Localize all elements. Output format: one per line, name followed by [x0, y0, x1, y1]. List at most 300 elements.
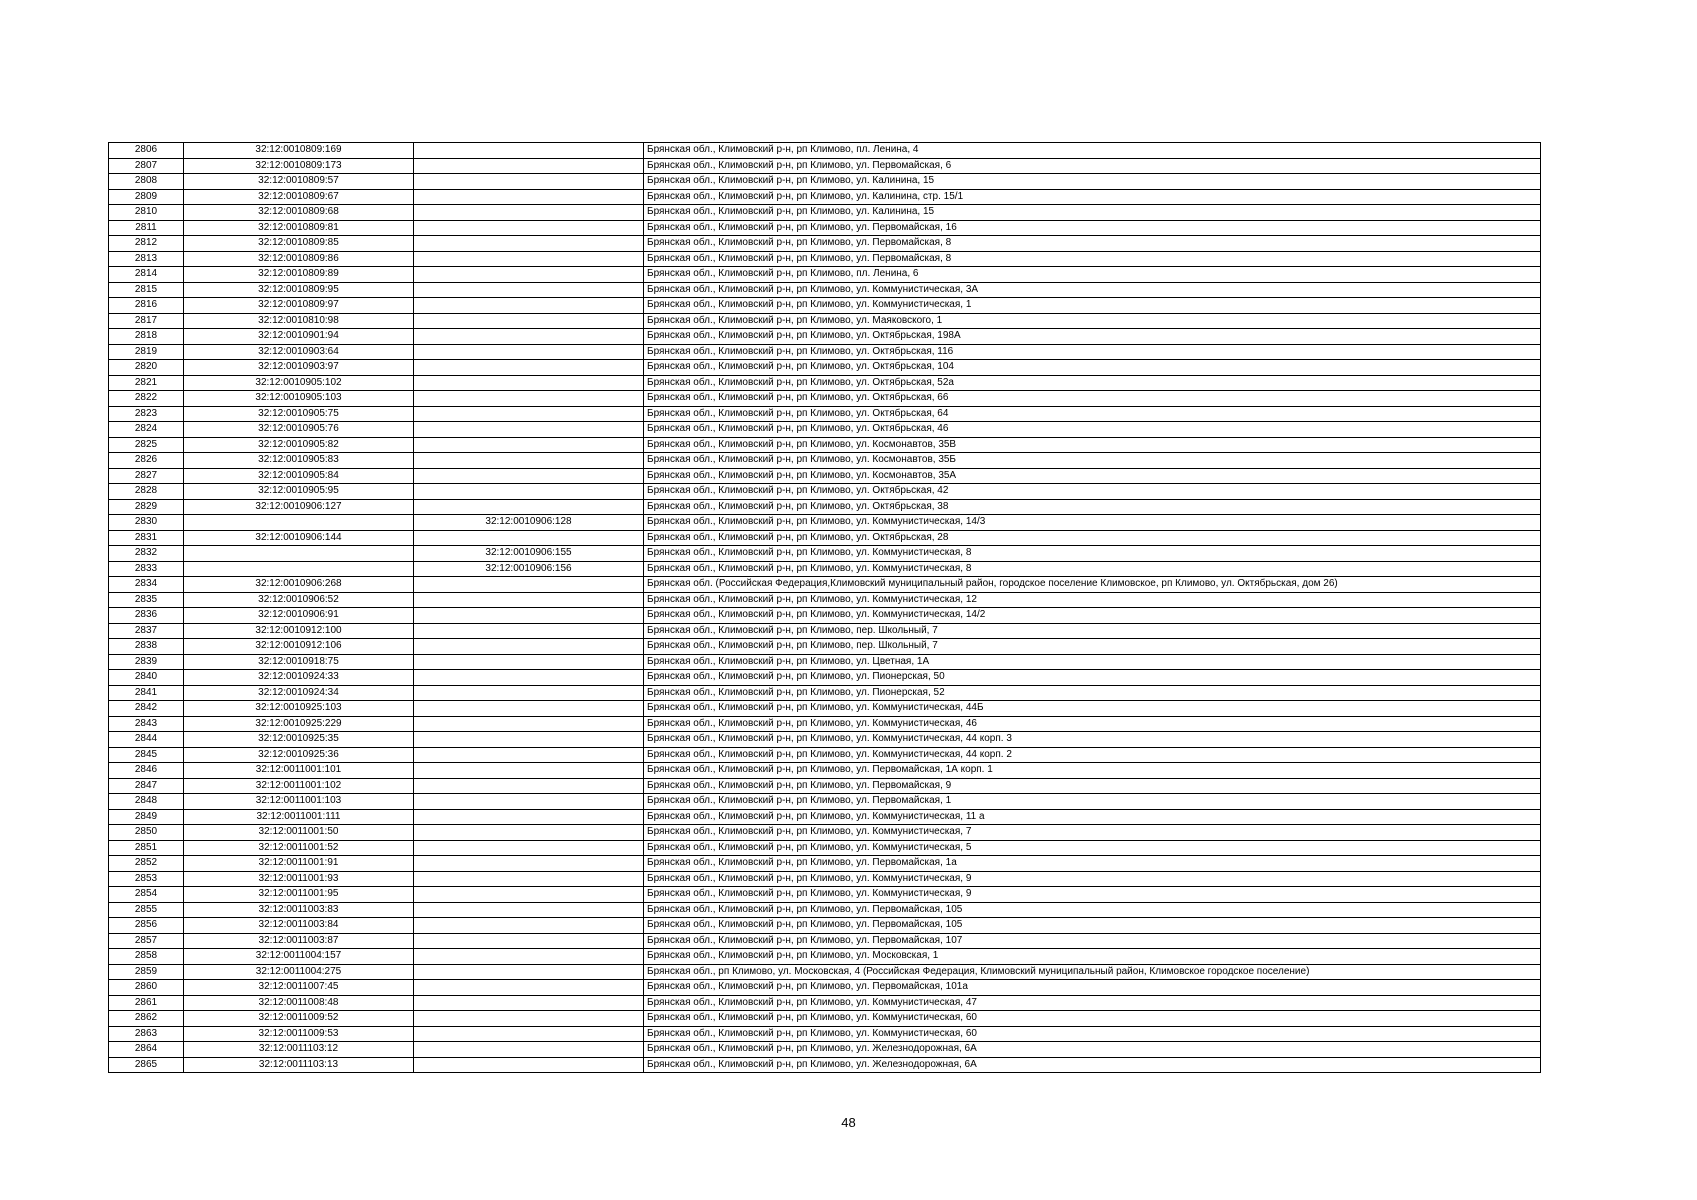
registry-table	[108, 142, 1541, 1073]
address-cell: Брянская обл., Климовский р-н, рп Климово, ул. Калинина, 15	[644, 174, 1541, 190]
related-cadastral-number-cell	[414, 778, 644, 794]
row-number-cell: 2855	[109, 902, 184, 918]
cadastral-number-cell: 32:12:0010918:75	[184, 654, 414, 670]
row-number-cell: 2859	[109, 964, 184, 980]
address-cell: Брянская обл., Климовский р-н, рп Климово, пл. Ленина, 6	[644, 267, 1541, 283]
address-cell: Брянская обл., Климовский р-н, рп Климово, ул. Октябрьская, 46	[644, 422, 1541, 438]
related-cadastral-number-cell	[414, 143, 644, 159]
row-number-cell: 2818	[109, 329, 184, 345]
related-cadastral-number-cell	[414, 437, 644, 453]
table-row	[109, 1026, 1541, 1042]
related-cadastral-number-cell	[414, 809, 644, 825]
related-cadastral-number-cell	[414, 499, 644, 515]
table-row	[109, 732, 1541, 748]
table-row	[109, 205, 1541, 221]
row-number-cell: 2846	[109, 763, 184, 779]
row-number-cell: 2824	[109, 422, 184, 438]
table-row	[109, 809, 1541, 825]
cadastral-number-cell: 32:12:0011003:87	[184, 933, 414, 949]
related-cadastral-number-cell	[414, 871, 644, 887]
cadastral-number-cell: 32:12:0010905:83	[184, 453, 414, 469]
cadastral-number-cell: 32:12:0011001:111	[184, 809, 414, 825]
row-number-cell: 2856	[109, 918, 184, 934]
related-cadastral-number-cell	[414, 825, 644, 841]
related-cadastral-number-cell	[414, 205, 644, 221]
cadastral-number-cell: 32:12:0010925:229	[184, 716, 414, 732]
row-number-cell: 2857	[109, 933, 184, 949]
cadastral-number-cell: 32:12:0010810:98	[184, 313, 414, 329]
address-cell: Брянская обл., Климовский р-н, рп Климово, ул. Первомайская, 101а	[644, 980, 1541, 996]
related-cadastral-number-cell	[414, 949, 644, 965]
address-cell: Брянская обл., Климовский р-н, рп Климово, ул. Коммунистическая, 9	[644, 887, 1541, 903]
related-cadastral-number-cell	[414, 329, 644, 345]
address-cell: Брянская обл., Климовский р-н, рп Климово, ул. Коммунистическая, 46	[644, 716, 1541, 732]
row-number-cell: 2841	[109, 685, 184, 701]
cadastral-number-cell: 32:12:0010905:95	[184, 484, 414, 500]
row-number-cell: 2825	[109, 437, 184, 453]
cadastral-number-cell: 32:12:0010925:36	[184, 747, 414, 763]
related-cadastral-number-cell	[414, 1011, 644, 1027]
cadastral-number-cell: 32:12:0011007:45	[184, 980, 414, 996]
address-cell: Брянская обл., Климовский р-н, рп Климово, ул. Первомайская, 8	[644, 251, 1541, 267]
related-cadastral-number-cell	[414, 592, 644, 608]
address-cell: Брянская обл., Климовский р-н, рп Климово, ул. Коммунистическая, 44Б	[644, 701, 1541, 717]
related-cadastral-number-cell	[414, 887, 644, 903]
row-number-cell: 2810	[109, 205, 184, 221]
row-number-cell: 2850	[109, 825, 184, 841]
row-number-cell: 2854	[109, 887, 184, 903]
address-cell: Брянская обл., Климовский р-н, рп Климово, пер. Школьный, 7	[644, 639, 1541, 655]
table-row	[109, 639, 1541, 655]
table-row	[109, 716, 1541, 732]
table-row	[109, 608, 1541, 624]
table-row	[109, 902, 1541, 918]
cadastral-number-cell: 32:12:0010809:86	[184, 251, 414, 267]
related-cadastral-number-cell	[414, 577, 644, 593]
table-row	[109, 964, 1541, 980]
row-number-cell: 2840	[109, 670, 184, 686]
cadastral-number-cell: 32:12:0011001:102	[184, 778, 414, 794]
row-number-cell: 2819	[109, 344, 184, 360]
address-cell: Брянская обл., Климовский р-н, рп Климово, ул. Октябрьская, 52а	[644, 375, 1541, 391]
related-cadastral-number-cell	[414, 918, 644, 934]
table-row	[109, 561, 1541, 577]
table-row	[109, 1057, 1541, 1073]
cadastral-number-cell: 32:12:0010905:75	[184, 406, 414, 422]
cadastral-number-cell: 32:12:0010912:106	[184, 639, 414, 655]
table-row	[109, 670, 1541, 686]
table-row	[109, 623, 1541, 639]
table-row	[109, 995, 1541, 1011]
related-cadastral-number-cell	[414, 701, 644, 717]
address-cell: Брянская обл., Климовский р-н, рп Климово, ул. Октябрьская, 198А	[644, 329, 1541, 345]
address-cell: Брянская обл., Климовский р-н, рп Климово, ул. Коммунистическая, 44 корп. 3	[644, 732, 1541, 748]
table-row	[109, 391, 1541, 407]
row-number-cell: 2826	[109, 453, 184, 469]
table-row	[109, 298, 1541, 314]
related-cadastral-number-cell	[414, 840, 644, 856]
table-row	[109, 825, 1541, 841]
cadastral-number-cell: 32:12:0011009:53	[184, 1026, 414, 1042]
address-cell: Брянская обл., Климовский р-н, рп Климово, ул. Московская, 1	[644, 949, 1541, 965]
address-cell: Брянская обл., Климовский р-н, рп Климово, ул. Пионерская, 50	[644, 670, 1541, 686]
table-row	[109, 329, 1541, 345]
row-number-cell: 2809	[109, 189, 184, 205]
related-cadastral-number-cell	[414, 732, 644, 748]
row-number-cell: 2836	[109, 608, 184, 624]
cadastral-number-cell: 32:12:0011103:12	[184, 1042, 414, 1058]
cadastral-number-cell: 32:12:0011003:84	[184, 918, 414, 934]
cadastral-number-cell: 32:12:0011004:157	[184, 949, 414, 965]
row-number-cell: 2807	[109, 158, 184, 174]
cadastral-number-cell: 32:12:0011008:48	[184, 995, 414, 1011]
address-cell: Брянская обл., Климовский р-н, рп Климово, ул. Октябрьская, 104	[644, 360, 1541, 376]
related-cadastral-number-cell	[414, 670, 644, 686]
cadastral-number-cell: 32:12:0010809:97	[184, 298, 414, 314]
address-cell: Брянская обл., Климовский р-н, рп Климово, ул. Коммунистическая, 12	[644, 592, 1541, 608]
row-number-cell: 2852	[109, 856, 184, 872]
row-number-cell: 2843	[109, 716, 184, 732]
related-cadastral-number-cell	[414, 267, 644, 283]
table-row	[109, 406, 1541, 422]
cadastral-number-cell: 32:12:0010924:34	[184, 685, 414, 701]
related-cadastral-number-cell	[414, 406, 644, 422]
related-cadastral-number-cell	[414, 220, 644, 236]
address-cell: Брянская обл., Климовский р-н, рп Климово, ул. Первомайская, 1а	[644, 856, 1541, 872]
cadastral-number-cell: 32:12:0011103:13	[184, 1057, 414, 1073]
table-row	[109, 980, 1541, 996]
row-number-cell: 2865	[109, 1057, 184, 1073]
related-cadastral-number-cell	[414, 995, 644, 1011]
address-cell: Брянская обл., Климовский р-н, рп Климово, пл. Ленина, 4	[644, 143, 1541, 159]
row-number-cell: 2849	[109, 809, 184, 825]
table-row	[109, 158, 1541, 174]
row-number-cell: 2851	[109, 840, 184, 856]
address-cell: Брянская обл., Климовский р-н, рп Климово, ул. Первомайская, 8	[644, 236, 1541, 252]
table-row	[109, 654, 1541, 670]
related-cadastral-number-cell	[414, 158, 644, 174]
row-number-cell: 2823	[109, 406, 184, 422]
related-cadastral-number-cell	[414, 980, 644, 996]
address-cell: Брянская обл., Климовский р-н, рп Климово, ул. Коммунистическая, 3А	[644, 282, 1541, 298]
cadastral-number-cell: 32:12:0011001:103	[184, 794, 414, 810]
address-cell: Брянская обл., Климовский р-н, рп Климово, ул. Космонавтов, 35Б	[644, 453, 1541, 469]
cadastral-number-cell: 32:12:0010925:103	[184, 701, 414, 717]
table-row	[109, 840, 1541, 856]
row-number-cell: 2828	[109, 484, 184, 500]
related-cadastral-number-cell	[414, 608, 644, 624]
related-cadastral-number-cell	[414, 298, 644, 314]
row-number-cell: 2811	[109, 220, 184, 236]
address-cell: Брянская обл., Климовский р-н, рп Климово, ул. Коммунистическая, 1	[644, 298, 1541, 314]
table-row	[109, 933, 1541, 949]
registry-table-body	[109, 143, 1541, 1073]
related-cadastral-number-cell	[414, 391, 644, 407]
table-row	[109, 515, 1541, 531]
address-cell: Брянская обл., Климовский р-н, рп Климово, пер. Школьный, 7	[644, 623, 1541, 639]
cadastral-number-cell: 32:12:0010809:81	[184, 220, 414, 236]
related-cadastral-number-cell	[414, 794, 644, 810]
address-cell: Брянская обл., Климовский р-н, рп Климово, ул. Коммунистическая, 47	[644, 995, 1541, 1011]
cadastral-number-cell: 32:12:0010901:94	[184, 329, 414, 345]
row-number-cell: 2848	[109, 794, 184, 810]
row-number-cell: 2812	[109, 236, 184, 252]
address-cell: Брянская обл., Климовский р-н, рп Климово, ул. Железнодорожная, 6А	[644, 1042, 1541, 1058]
row-number-cell: 2853	[109, 871, 184, 887]
cadastral-number-cell: 32:12:0010809:173	[184, 158, 414, 174]
table-row	[109, 685, 1541, 701]
address-cell: Брянская обл., Климовский р-н, рп Климово, ул. Первомайская, 16	[644, 220, 1541, 236]
cadastral-number-cell: 32:12:0010809:95	[184, 282, 414, 298]
table-row	[109, 220, 1541, 236]
row-number-cell: 2860	[109, 980, 184, 996]
table-row	[109, 763, 1541, 779]
address-cell: Брянская обл., Климовский р-н, рп Климово, ул. Первомайская, 105	[644, 918, 1541, 934]
cadastral-number-cell: 32:12:0010903:64	[184, 344, 414, 360]
cadastral-number-cell: 32:12:0010905:103	[184, 391, 414, 407]
address-cell: Брянская обл., Климовский р-н, рп Климово, ул. Коммунистическая, 11 а	[644, 809, 1541, 825]
address-cell: Брянская обл., Климовский р-н, рп Климово, ул. Октябрьская, 116	[644, 344, 1541, 360]
row-number-cell: 2858	[109, 949, 184, 965]
row-number-cell: 2842	[109, 701, 184, 717]
table-row	[109, 143, 1541, 159]
cadastral-number-cell: 32:12:0011004:275	[184, 964, 414, 980]
related-cadastral-number-cell	[414, 747, 644, 763]
related-cadastral-number-cell	[414, 902, 644, 918]
related-cadastral-number-cell: 32:12:0010906:155	[414, 546, 644, 562]
cadastral-number-cell: 32:12:0011009:52	[184, 1011, 414, 1027]
related-cadastral-number-cell	[414, 174, 644, 190]
related-cadastral-number-cell	[414, 468, 644, 484]
row-number-cell: 2820	[109, 360, 184, 376]
related-cadastral-number-cell	[414, 763, 644, 779]
cadastral-number-cell: 32:12:0011003:83	[184, 902, 414, 918]
related-cadastral-number-cell	[414, 484, 644, 500]
address-cell: Брянская обл., Климовский р-н, рп Климово, ул. Коммунистическая, 5	[644, 840, 1541, 856]
row-number-cell: 2862	[109, 1011, 184, 1027]
address-cell: Брянская обл., Климовский р-н, рп Климово, ул. Первомайская, 1А корп. 1	[644, 763, 1541, 779]
table-row	[109, 592, 1541, 608]
table-row	[109, 251, 1541, 267]
address-cell: Брянская обл., Климовский р-н, рп Климово, ул. Коммунистическая, 9	[644, 871, 1541, 887]
row-number-cell: 2829	[109, 499, 184, 515]
related-cadastral-number-cell	[414, 453, 644, 469]
related-cadastral-number-cell	[414, 933, 644, 949]
row-number-cell: 2821	[109, 375, 184, 391]
table-row	[109, 546, 1541, 562]
cadastral-number-cell: 32:12:0010925:35	[184, 732, 414, 748]
related-cadastral-number-cell	[414, 623, 644, 639]
cadastral-number-cell: 32:12:0010906:144	[184, 530, 414, 546]
address-cell: Брянская обл., Климовский р-н, рп Климово, ул. Октябрьская, 42	[644, 484, 1541, 500]
row-number-cell: 2833	[109, 561, 184, 577]
address-cell: Брянская обл., Климовский р-н, рп Климово, ул. Космонавтов, 35В	[644, 437, 1541, 453]
cadastral-number-cell: 32:12:0011001:95	[184, 887, 414, 903]
address-cell: Брянская обл., Климовский р-н, рп Климово, ул. Октябрьская, 38	[644, 499, 1541, 515]
related-cadastral-number-cell: 32:12:0010906:156	[414, 561, 644, 577]
row-number-cell: 2839	[109, 654, 184, 670]
related-cadastral-number-cell	[414, 282, 644, 298]
table-row	[109, 499, 1541, 515]
page-number: 48	[841, 1115, 856, 1130]
row-number-cell: 2838	[109, 639, 184, 655]
table-row	[109, 530, 1541, 546]
cadastral-number-cell: 32:12:0011001:91	[184, 856, 414, 872]
table-row	[109, 871, 1541, 887]
row-number-cell: 2815	[109, 282, 184, 298]
related-cadastral-number-cell	[414, 360, 644, 376]
address-cell: Брянская обл., Климовский р-н, рп Климово, ул. Первомайская, 1	[644, 794, 1541, 810]
cadastral-number-cell	[184, 515, 414, 531]
table-row	[109, 453, 1541, 469]
address-cell: Брянская обл., рп Климово, ул. Московская, 4 (Российская Федерация, Климовский муниципальный район, Климовское городское поселение)	[644, 964, 1541, 980]
table-row	[109, 313, 1541, 329]
related-cadastral-number-cell	[414, 344, 644, 360]
related-cadastral-number-cell	[414, 1057, 644, 1073]
table-row	[109, 577, 1541, 593]
table-row	[109, 747, 1541, 763]
related-cadastral-number-cell	[414, 964, 644, 980]
row-number-cell: 2813	[109, 251, 184, 267]
cadastral-number-cell: 32:12:0010905:102	[184, 375, 414, 391]
related-cadastral-number-cell	[414, 189, 644, 205]
address-cell: Брянская обл., Климовский р-н, рп Климово, ул. Первомайская, 105	[644, 902, 1541, 918]
row-number-cell: 2844	[109, 732, 184, 748]
cadastral-number-cell	[184, 546, 414, 562]
row-number-cell: 2835	[109, 592, 184, 608]
address-cell: Брянская обл., Климовский р-н, рп Климово, ул. Коммунистическая, 14/2	[644, 608, 1541, 624]
address-cell: Брянская обл., Климовский р-н, рп Климово, ул. Железнодорожная, 6А	[644, 1057, 1541, 1073]
table-row	[109, 794, 1541, 810]
cadastral-number-cell: 32:12:0010905:76	[184, 422, 414, 438]
table-row	[109, 236, 1541, 252]
related-cadastral-number-cell	[414, 236, 644, 252]
address-cell: Брянская обл., Климовский р-н, рп Климово, ул. Коммунистическая, 14/3	[644, 515, 1541, 531]
table-row	[109, 701, 1541, 717]
row-number-cell: 2831	[109, 530, 184, 546]
cadastral-number-cell: 32:12:0011001:101	[184, 763, 414, 779]
table-row	[109, 174, 1541, 190]
cadastral-number-cell: 32:12:0010924:33	[184, 670, 414, 686]
cadastral-number-cell: 32:12:0010906:52	[184, 592, 414, 608]
cadastral-number-cell: 32:12:0010906:91	[184, 608, 414, 624]
row-number-cell: 2837	[109, 623, 184, 639]
address-cell: Брянская обл., Климовский р-н, рп Климово, ул. Космонавтов, 35А	[644, 468, 1541, 484]
cadastral-number-cell: 32:12:0011001:50	[184, 825, 414, 841]
related-cadastral-number-cell	[414, 685, 644, 701]
cadastral-number-cell: 32:12:0010809:85	[184, 236, 414, 252]
table-row	[109, 468, 1541, 484]
table-row	[109, 918, 1541, 934]
table-row	[109, 1011, 1541, 1027]
table-row	[109, 437, 1541, 453]
cadastral-number-cell: 32:12:0010906:127	[184, 499, 414, 515]
cadastral-number-cell: 32:12:0010905:82	[184, 437, 414, 453]
related-cadastral-number-cell	[414, 313, 644, 329]
table-row	[109, 360, 1541, 376]
table-row	[109, 949, 1541, 965]
row-number-cell: 2814	[109, 267, 184, 283]
table-row	[109, 484, 1541, 500]
related-cadastral-number-cell	[414, 1042, 644, 1058]
related-cadastral-number-cell	[414, 422, 644, 438]
address-cell: Брянская обл., Климовский р-н, рп Климово, ул. Коммунистическая, 8	[644, 561, 1541, 577]
row-number-cell: 2861	[109, 995, 184, 1011]
row-number-cell: 2847	[109, 778, 184, 794]
related-cadastral-number-cell	[414, 716, 644, 732]
row-number-cell: 2832	[109, 546, 184, 562]
table-row	[109, 344, 1541, 360]
cadastral-number-cell: 32:12:0010912:100	[184, 623, 414, 639]
table-row	[109, 1042, 1541, 1058]
row-number-cell: 2817	[109, 313, 184, 329]
address-cell: Брянская обл., Климовский р-н, рп Климово, ул. Первомайская, 107	[644, 933, 1541, 949]
row-number-cell: 2845	[109, 747, 184, 763]
cadastral-number-cell: 32:12:0010809:57	[184, 174, 414, 190]
address-cell: Брянская обл., Климовский р-н, рп Климово, ул. Коммунистическая, 44 корп. 2	[644, 747, 1541, 763]
table-row	[109, 375, 1541, 391]
address-cell: Брянская обл., Климовский р-н, рп Климово, ул. Коммунистическая, 60	[644, 1026, 1541, 1042]
row-number-cell: 2808	[109, 174, 184, 190]
table-row	[109, 887, 1541, 903]
address-cell: Брянская обл., Климовский р-н, рп Климово, ул. Маяковского, 1	[644, 313, 1541, 329]
address-cell: Брянская обл., Климовский р-н, рп Климово, ул. Коммунистическая, 7	[644, 825, 1541, 841]
related-cadastral-number-cell	[414, 530, 644, 546]
table-row	[109, 189, 1541, 205]
row-number-cell: 2864	[109, 1042, 184, 1058]
cadastral-number-cell	[184, 561, 414, 577]
row-number-cell: 2834	[109, 577, 184, 593]
address-cell: Брянская обл., Климовский р-н, рп Климово, ул. Октябрьская, 28	[644, 530, 1541, 546]
related-cadastral-number-cell	[414, 856, 644, 872]
address-cell: Брянская обл., Климовский р-н, рп Климово, ул. Первомайская, 6	[644, 158, 1541, 174]
cadastral-number-cell: 32:12:0010809:68	[184, 205, 414, 221]
address-cell: Брянская обл., Климовский р-н, рп Климово, ул. Октябрьская, 66	[644, 391, 1541, 407]
row-number-cell: 2830	[109, 515, 184, 531]
address-cell: Брянская обл., Климовский р-н, рп Климово, ул. Коммунистическая, 8	[644, 546, 1541, 562]
address-cell: Брянская обл., Климовский р-н, рп Климово, ул. Цветная, 1А	[644, 654, 1541, 670]
table-row	[109, 282, 1541, 298]
row-number-cell: 2806	[109, 143, 184, 159]
cadastral-number-cell: 32:12:0010905:84	[184, 468, 414, 484]
row-number-cell: 2827	[109, 468, 184, 484]
address-cell: Брянская обл., Климовский р-н, рп Климово, ул. Октябрьская, 64	[644, 406, 1541, 422]
related-cadastral-number-cell	[414, 251, 644, 267]
table-row	[109, 778, 1541, 794]
row-number-cell: 2863	[109, 1026, 184, 1042]
related-cadastral-number-cell	[414, 375, 644, 391]
table-row	[109, 267, 1541, 283]
address-cell: Брянская обл., Климовский р-н, рп Климово, ул. Калинина, стр. 15/1	[644, 189, 1541, 205]
table-row	[109, 422, 1541, 438]
address-cell: Брянская обл., Климовский р-н, рп Климово, ул. Коммунистическая, 60	[644, 1011, 1541, 1027]
related-cadastral-number-cell: 32:12:0010906:128	[414, 515, 644, 531]
cadastral-number-cell: 32:12:0010903:97	[184, 360, 414, 376]
address-cell: Брянская обл., Климовский р-н, рп Климово, ул. Первомайская, 9	[644, 778, 1541, 794]
related-cadastral-number-cell	[414, 639, 644, 655]
table-row	[109, 856, 1541, 872]
cadastral-number-cell: 32:12:0011001:52	[184, 840, 414, 856]
cadastral-number-cell: 32:12:0010906:268	[184, 577, 414, 593]
row-number-cell: 2816	[109, 298, 184, 314]
related-cadastral-number-cell	[414, 654, 644, 670]
row-number-cell: 2822	[109, 391, 184, 407]
cadastral-number-cell: 32:12:0010809:89	[184, 267, 414, 283]
related-cadastral-number-cell	[414, 1026, 644, 1042]
address-cell: Брянская обл. (Российская Федерация,Климовский муниципальный район, городское поселение Климовское, рп Климово, ул. Октябрьская, дом 26)	[644, 577, 1541, 593]
cadastral-number-cell: 32:12:0011001:93	[184, 871, 414, 887]
cadastral-number-cell: 32:12:0010809:67	[184, 189, 414, 205]
